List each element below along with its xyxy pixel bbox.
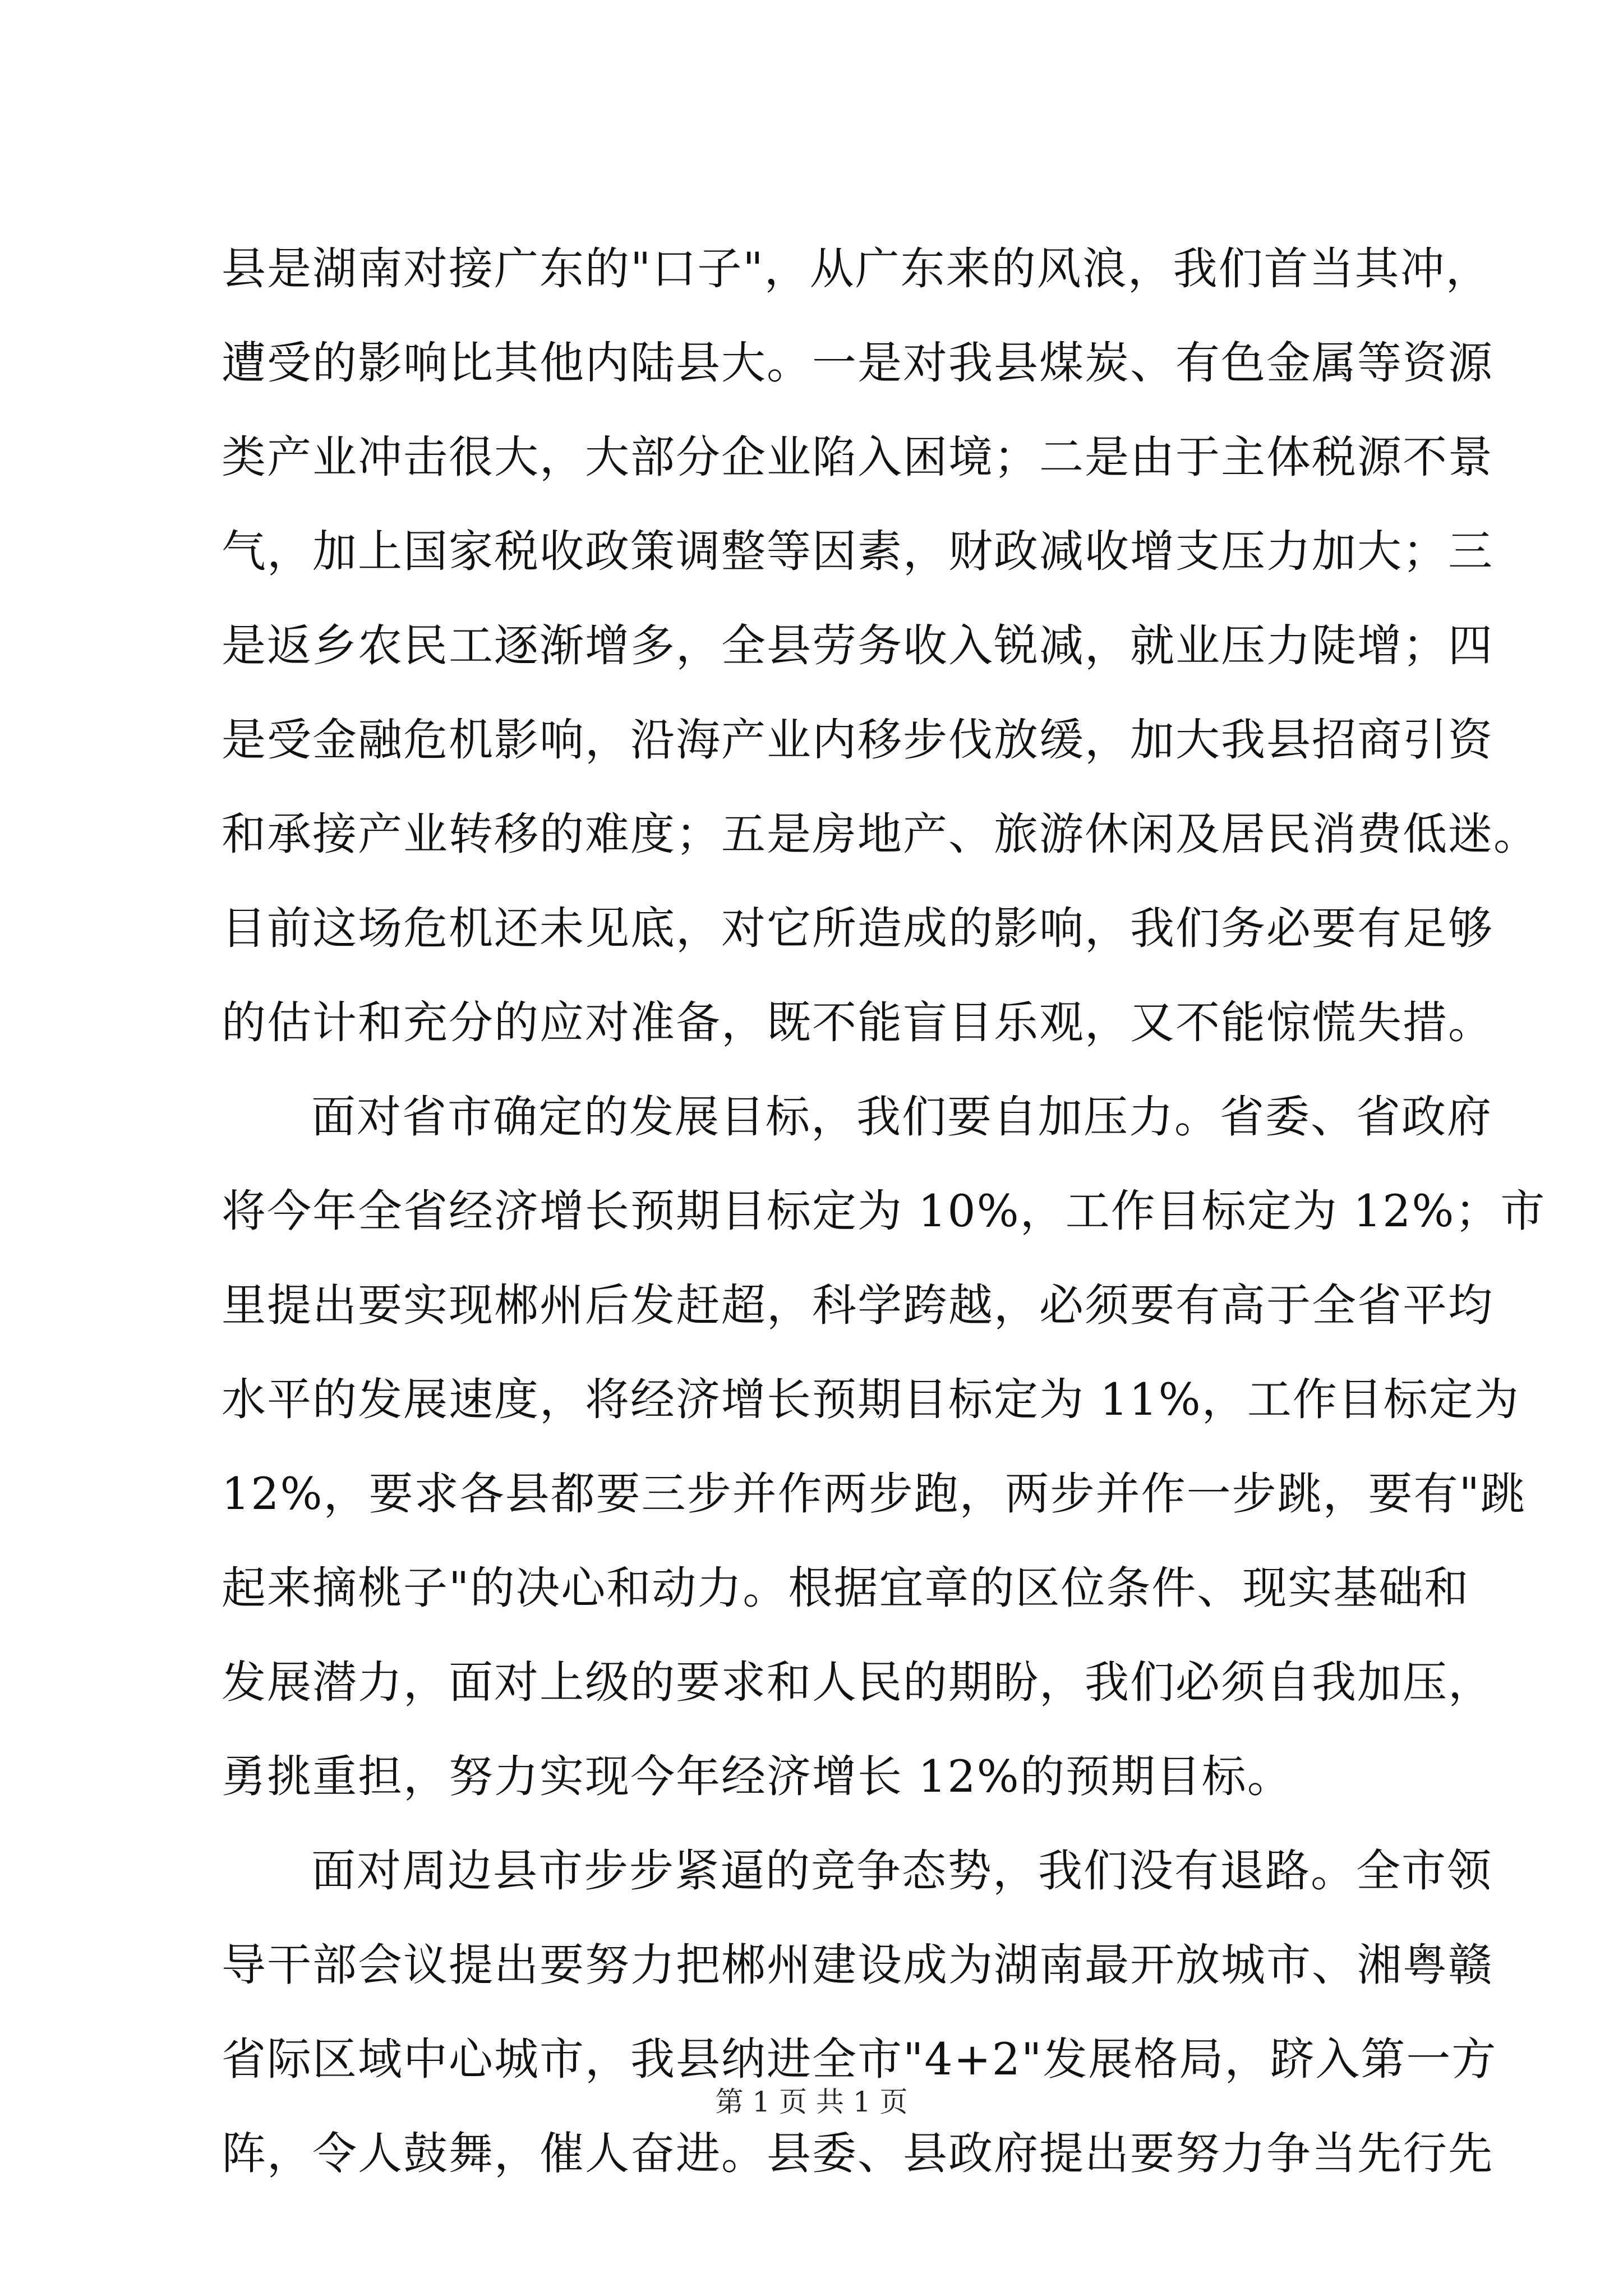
- text-line: 是受金融危机影响，沿海产业内移步伐放缓，加大我县招商引资: [222, 714, 1493, 766]
- document-body: [222, 222, 1546, 2201]
- text-line: 遭受的影响比其他内陆县大。一是对我县煤炭、有色金属等资源: [222, 337, 1493, 389]
- text-line: 12%，要求各县都要三步并作两步跑，两步并作一步跳，要有"跳: [222, 1468, 1526, 1520]
- text-line: 面对省市确定的发展目标，我们要自加压力。省委、省政府: [311, 1091, 1492, 1143]
- text-line: 省际区域中心城市，我县纳进全市"4+2"发展格局，跻入第一方: [222, 2033, 1497, 2085]
- text-line: 发展潜力，面对上级的要求和人民的期盼，我们必须自我加压，: [222, 1657, 1493, 1708]
- text-line: 和承接产业转移的难度；五是房地产、旅游休闲及居民消费低迷。: [222, 808, 1539, 860]
- text-line: 导干部会议提出要努力把郴州建设成为湖南最开放城市、湘粤赣: [222, 1939, 1493, 1991]
- text-line: 面对周边县市步步紧逼的竞争态势，我们没有退路。全市领: [311, 1845, 1492, 1897]
- text-line: 的估计和充分的应对准备，既不能盲目乐观，又不能惊慌失措。: [222, 997, 1493, 1048]
- text-line: 县是湖南对接广东的"口子"，从广东来的风浪，我们首当其冲，: [222, 243, 1491, 295]
- text-line: 勇挑重担，努力实现今年经济增长 12%的预期目标。: [222, 1751, 1293, 1802]
- text-line: 水平的发展速度，将经济增长预期目标定为 11%，工作目标定为: [222, 1374, 1520, 1425]
- text-line: 类产业冲击很大，大部分企业陷入困境；二是由于主体税源不景: [222, 431, 1493, 483]
- text-line: 气，加上国家税收政策调整等因素，财政减收增支压力加大；三: [222, 526, 1493, 577]
- text-line: 起来摘桃子"的决心和动力。根据宜章的区位条件、现实基础和: [222, 1562, 1470, 1614]
- text-line: 是返乡农民工逐渐增多，全县劳务收入锐减，就业压力陡增；四: [222, 620, 1493, 671]
- text-line: 目前这场危机还未见底，对它所造成的影响，我们务必要有足够: [222, 903, 1493, 954]
- text-line: 阵，令人鼓舞，催人奋进。县委、县政府提出要努力争当先行先: [222, 2128, 1493, 2179]
- text-line: 将今年全省经济增长预期目标定为 10%，工作目标定为 12%；市: [222, 1185, 1546, 1237]
- text-line: 里提出要实现郴州后发赶超，科学跨越，必须要有高于全省平均: [222, 1280, 1493, 1331]
- page-footer: 第 1 页 共 1 页: [715, 2086, 908, 2118]
